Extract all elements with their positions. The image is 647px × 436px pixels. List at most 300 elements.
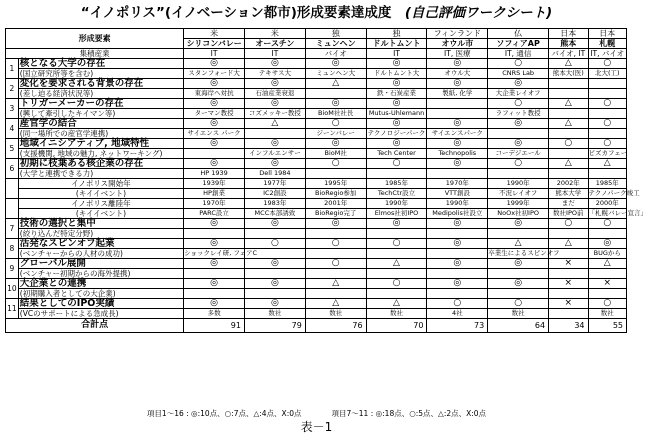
country-cell: 日本: [549, 29, 588, 39]
row-number: 1: [6, 59, 19, 79]
note-cell: [549, 269, 588, 279]
timeline-year: 2001年: [305, 199, 366, 209]
note-cell: オウル大: [427, 69, 488, 79]
note-cell: [427, 169, 488, 179]
rating-mark: ◎: [366, 59, 427, 69]
element-note-row: [6, 89, 627, 99]
industry-cell: IT, バイオ: [588, 49, 626, 59]
rating-mark: ◎: [427, 139, 488, 149]
timeline-year: 2002年: [549, 179, 588, 189]
header-country-row: [6, 29, 627, 39]
rating-mark: ○: [588, 99, 626, 109]
rating-mark: ◎: [427, 279, 488, 289]
timeline-year: 1990年: [366, 199, 427, 209]
timeline-year: 1990年: [427, 199, 488, 209]
industry-header: 集積産業: [6, 49, 184, 59]
note-cell: [427, 269, 488, 279]
timeline-sublabel: (キイイベント): [18, 209, 183, 219]
note-cell: テクノロジーパーク: [367, 129, 426, 137]
note-cell: BUGから: [588, 249, 626, 259]
rating-mark: ◎: [244, 159, 305, 169]
element-sublabel: (絞り込んだ特定分野): [18, 229, 183, 239]
rating-mark: ○: [588, 139, 626, 149]
note-cell: [184, 229, 245, 239]
rating-mark: ◎: [366, 139, 427, 149]
rating-mark: △: [549, 239, 588, 249]
note-cell: ビズカフェー: [588, 149, 628, 157]
timeline-event: 数社IPO前: [549, 209, 588, 219]
element-label: トリガーメーカーの存在: [18, 99, 183, 109]
timeline-event: BioRegio完了: [305, 209, 366, 219]
note-cell: [588, 109, 626, 119]
rating-mark: ◎: [184, 159, 245, 169]
timeline-year: 1995年: [305, 179, 366, 189]
note-cell: 多数: [184, 309, 245, 319]
note-cell: ドルトムント大: [366, 69, 427, 79]
rating-mark: ◎: [488, 219, 549, 229]
rating-mark: ◎: [427, 159, 488, 169]
rating-mark: ◎: [244, 259, 305, 269]
note-cell: ジーンバレー: [305, 129, 366, 139]
evaluation-table: [5, 28, 647, 333]
element-sublabel: (VCのサポートによる急成長): [18, 309, 183, 319]
note-cell: [588, 289, 626, 299]
rating-mark: ◎: [366, 219, 427, 229]
element-row: [6, 119, 627, 129]
rating-mark: ◎: [588, 239, 626, 249]
timeline-year: 1970年: [427, 179, 488, 189]
title-main: “イノポリス”(イノベーション都市)形成要素達成度: [80, 5, 392, 21]
rating-mark: ×: [549, 259, 588, 269]
element-row: [6, 59, 627, 69]
row-number: 8: [6, 239, 19, 259]
rating-mark: ◎: [184, 119, 245, 129]
rating-mark: ○: [244, 239, 305, 249]
city-cell: オウル市: [427, 39, 488, 49]
industry-cell: IT: [244, 49, 305, 59]
element-note-row: [6, 289, 627, 299]
city-cell: 熊本: [549, 39, 588, 49]
timeline-year: 1977年: [244, 179, 305, 189]
element-note-row: [6, 169, 627, 179]
note-cell: [366, 229, 427, 239]
timeline-year: 1985年: [366, 179, 427, 189]
rating-mark: ○: [588, 219, 626, 229]
note-cell: [366, 269, 427, 279]
country-cell: 米: [184, 29, 245, 39]
rating-mark: △: [244, 119, 305, 129]
note-cell: 数社: [488, 309, 549, 319]
note-cell: 数社: [588, 309, 626, 319]
timeline-year: 1999年: [488, 199, 549, 209]
note-cell: [184, 289, 245, 299]
note-cell: [549, 169, 588, 179]
note-cell: [588, 169, 626, 179]
total-value: 70: [366, 319, 427, 333]
note-cell: 石油産業衰退: [244, 89, 305, 99]
country-cell: フィンランド: [427, 29, 488, 39]
timeline-year: 1985年: [588, 179, 626, 189]
note-cell: [427, 109, 488, 119]
rating-mark: ◎: [184, 79, 245, 89]
element-note-row: [6, 309, 627, 319]
timeline-event-row: [6, 209, 627, 219]
row-number: 6: [6, 159, 19, 179]
timeline-event: MCC本部誘致: [244, 209, 305, 219]
rating-mark: ◎: [244, 139, 305, 149]
element-label: 初期に枝葉ある核企業の存在: [18, 159, 183, 169]
element-label: 産官学の結合: [18, 119, 183, 129]
rating-mark: [549, 79, 588, 89]
note-cell: [549, 309, 588, 319]
timeline-row: [6, 199, 627, 209]
rating-mark: △: [588, 159, 626, 169]
element-label: 地域イニシアティブ, 地域特性: [18, 139, 183, 149]
element-note-row: [6, 249, 627, 259]
timeline-year: 1983年: [244, 199, 305, 209]
country-cell: 仏: [488, 29, 549, 39]
timeline-event: PARC設立: [184, 209, 245, 219]
element-row: [6, 219, 627, 229]
note-cell: 北大(工): [588, 69, 626, 79]
element-sublabel: (ベンチャー初期からの海外提携): [18, 269, 183, 279]
rating-mark: [427, 99, 488, 109]
row-number: 9: [6, 259, 19, 279]
note-cell: Dell 1984: [244, 169, 305, 179]
note-cell: [305, 249, 366, 259]
rating-mark: ◎: [184, 299, 245, 309]
rating-mark: ◎: [427, 259, 488, 269]
rating-mark: ◎: [184, 219, 245, 229]
rating-mark: △: [549, 99, 588, 109]
rating-mark: ○: [305, 259, 366, 269]
element-row: [6, 279, 627, 289]
table-body: [6, 29, 647, 333]
rating-mark: ○: [366, 159, 427, 169]
industry-cell: バイオ, IT: [549, 49, 588, 59]
note-cell: BioM社社長: [305, 109, 366, 119]
city-cell: ミュンヘン: [305, 39, 366, 49]
note-cell: [366, 249, 427, 259]
note-cell: [244, 269, 305, 279]
note-cell: [244, 289, 305, 299]
note-cell: [305, 169, 366, 179]
timeline-year: まだ: [549, 199, 588, 209]
industry-cell: IT: [184, 49, 245, 59]
note-cell: ラフィット教授: [488, 109, 549, 119]
note-cell: サイエンスパーク: [427, 129, 488, 139]
note-cell: [549, 229, 588, 239]
rating-mark: ○: [366, 239, 427, 249]
note-cell: HP 1939: [184, 169, 245, 179]
city-cell: 札幌: [588, 39, 626, 49]
note-cell: [549, 109, 588, 119]
timeline-event: テクノパーク竣工: [588, 189, 640, 197]
row-number: 7: [6, 219, 19, 239]
element-row: [6, 159, 627, 169]
note-cell: [244, 129, 305, 139]
rating-mark: ○: [427, 299, 488, 309]
country-cell: 米: [244, 29, 305, 39]
timeline-sublabel: (キイイベント): [18, 189, 183, 199]
industry-cell: IT, 医療: [427, 49, 488, 59]
note-cell: 数社: [366, 309, 427, 319]
row-number: 5: [6, 139, 19, 159]
city-cell: シリコンバレー: [184, 39, 245, 49]
note-cell: [549, 129, 588, 139]
city-cell: ソフィアAP: [488, 39, 549, 49]
rating-mark: ◎: [366, 79, 427, 89]
total-value: 79: [244, 319, 305, 333]
rating-mark: ○: [488, 59, 549, 69]
element-row: [6, 299, 627, 309]
note-cell: [366, 169, 427, 179]
note-cell: Tech Center: [366, 149, 427, 159]
element-label: 大企業との連携: [18, 279, 183, 289]
note-cell: [427, 229, 488, 239]
timeline-event: 不況レイオフ: [488, 189, 549, 199]
element-sublabel: (支援機関, 地域の魅力, ネットワーキング): [18, 149, 183, 159]
element-sublabel: (大学と連携できる力): [18, 169, 183, 179]
rating-mark: ○: [488, 99, 549, 109]
note-cell: [305, 89, 366, 99]
note-cell: テキサス大: [244, 69, 305, 79]
note-cell: [588, 269, 626, 279]
note-cell: Mutus-Uhlemann: [366, 109, 427, 119]
city-cell: ドルトムント: [366, 39, 427, 49]
industry-cell: IT: [366, 49, 427, 59]
total-value: 34: [549, 319, 588, 333]
rating-mark: ◎: [244, 219, 305, 229]
rating-mark: ×: [549, 299, 588, 309]
note-cell: 数社: [305, 309, 366, 319]
rating-mark: ◎: [488, 279, 549, 289]
rating-mark: ◎: [305, 99, 366, 109]
timeline-year: 1939年: [184, 179, 245, 189]
note-cell: Technopolis: [427, 149, 488, 159]
element-sublabel: (興して牽引したキイマン等): [18, 109, 183, 119]
rating-mark: ◎: [244, 59, 305, 69]
note-cell: 4社: [427, 309, 488, 319]
country-cell: 日本: [588, 29, 626, 39]
note-cell: [549, 89, 588, 99]
rating-mark: △: [588, 259, 626, 269]
note-cell: 鉄・石炭産業: [366, 89, 427, 99]
country-cell: 独: [305, 29, 366, 39]
element-label: 核となる大学の存在: [18, 59, 183, 69]
table-caption: 表－1: [300, 420, 333, 434]
rating-mark: △: [305, 79, 366, 89]
scoring-legend: 項目1〜16 : ◎:10点、○:7点、△:4点、X:0点 項目7〜11 : ◎:18点、○:5点、△:2点、X:0点: [146, 409, 487, 418]
timeline-year: 2000年: [588, 199, 626, 209]
rating-mark: ◎: [305, 219, 366, 229]
element-sublabel: (国立研究所等を含む): [18, 69, 183, 79]
rating-mark: △: [366, 259, 427, 269]
timeline-event: IC2創設: [244, 189, 305, 199]
rating-mark: ×: [549, 279, 588, 289]
timeline-year: 1990年: [488, 179, 549, 189]
rating-mark: ○: [588, 299, 626, 309]
timeline-event: Elmos社初IPO: [366, 209, 427, 219]
rating-mark: ◎: [244, 99, 305, 109]
element-row: [6, 99, 627, 109]
row-number: 4: [6, 119, 19, 139]
page-title: [0, 1, 633, 21]
note-cell: [488, 269, 549, 279]
total-value: 55: [588, 319, 626, 333]
rating-mark: ○: [305, 239, 366, 249]
rating-mark: ◎: [184, 99, 245, 109]
rating-mark: ○: [549, 219, 588, 229]
note-cell: [184, 269, 245, 279]
note-cell: スタンフォード大: [184, 69, 245, 79]
note-cell: 熊本大(医): [549, 69, 588, 79]
timeline-row: [6, 179, 627, 189]
timeline-event: Medipolis社設立: [427, 209, 488, 219]
timeline-label: イノポリス離陸年: [18, 199, 183, 209]
note-cell: [427, 289, 488, 299]
element-note-row: [6, 69, 627, 79]
timeline-event: TechCtr設立: [366, 189, 427, 199]
note-cell: [488, 129, 549, 139]
rating-mark: ◎: [244, 279, 305, 289]
total-row: [6, 319, 627, 333]
city-cell: オースチン: [244, 39, 305, 49]
rating-mark: ◎: [427, 59, 488, 69]
rating-mark: △: [549, 119, 588, 129]
header-industry-row: [6, 49, 627, 59]
timeline-event: BioRegio参加: [305, 189, 366, 199]
rating-mark: △: [366, 299, 427, 309]
rating-mark: ◎: [366, 99, 427, 109]
rating-mark: ◎: [488, 139, 549, 149]
note-cell: [488, 289, 549, 299]
note-cell: [305, 269, 366, 279]
element-note-row: [6, 229, 627, 239]
note-cell: [488, 169, 549, 179]
timeline-num: [6, 199, 19, 219]
timeline-event: NoOx社初IPO: [488, 209, 549, 219]
note-cell: コズメッキー教授: [244, 109, 305, 119]
note-cell: ショックレイ研, フェアC: [184, 249, 258, 257]
note-cell: [184, 149, 245, 159]
element-label: 結果としてのIPO実績: [18, 299, 183, 309]
note-cell: コーデジエール: [488, 149, 549, 159]
element-label: グローバル展開: [18, 259, 183, 269]
rating-mark: △: [549, 159, 588, 169]
element-row: [6, 139, 627, 149]
timeline-event: HP創業: [184, 189, 245, 199]
note-cell: 東海岸へ対抗: [184, 89, 245, 99]
note-cell: 製紙, 化学: [427, 89, 488, 99]
industry-cell: IT, 通信: [488, 49, 549, 59]
note-cell: [549, 289, 588, 299]
rating-mark: ○: [366, 279, 427, 289]
rating-mark: ◎: [366, 119, 427, 129]
rating-mark: ◎: [427, 79, 488, 89]
note-cell: 大企業レイオフ: [488, 89, 549, 99]
element-sublabel: (差し迫る経済状況等): [18, 89, 183, 99]
note-cell: [305, 229, 366, 239]
rating-mark: △: [488, 239, 549, 249]
rating-mark: ◎: [488, 259, 549, 269]
rating-mark: ○: [549, 139, 588, 149]
rating-mark: ○: [305, 119, 366, 129]
rating-mark: [588, 79, 626, 89]
rating-mark: ○: [588, 59, 626, 69]
title-sub: (自己評価ワークシート): [404, 5, 553, 21]
row-number: 11: [6, 299, 19, 319]
note-cell: [244, 229, 305, 239]
element-note-row: [6, 129, 627, 139]
rating-mark: ◎: [184, 239, 245, 249]
timeline-num: [6, 179, 19, 199]
rating-mark: ◎: [244, 79, 305, 89]
note-cell: [366, 289, 427, 299]
rating-mark: ◎: [488, 79, 549, 89]
rating-mark: ×: [588, 279, 626, 289]
row-number: 3: [6, 99, 19, 119]
element-sublabel: (同一場所での産官学連携): [18, 129, 183, 139]
note-cell: [588, 129, 626, 139]
total-value: 73: [427, 319, 488, 333]
industry-cell: バイオ: [305, 49, 366, 59]
element-row: [6, 239, 627, 249]
rating-mark: ◎: [427, 239, 488, 249]
rating-mark: △: [305, 299, 366, 309]
rating-mark: ○: [588, 119, 626, 129]
element-label: 技術の選択と集中: [18, 219, 183, 229]
row-number: 10: [6, 279, 19, 299]
timeline-event-row: [6, 189, 627, 199]
note-cell: [549, 149, 588, 159]
rating-mark: ◎: [184, 59, 245, 69]
element-note-row: [6, 269, 627, 279]
element-row: [6, 79, 627, 89]
element-row: [6, 259, 627, 269]
total-value: 91: [184, 319, 245, 333]
note-cell: サイエンス パーク: [184, 129, 245, 139]
note-cell: [427, 249, 488, 259]
timeline-event: VTT創設: [427, 189, 488, 199]
country-cell: 独: [366, 29, 427, 39]
timeline-label: イノポリス開始年: [18, 179, 183, 189]
note-cell: BioM社: [305, 149, 366, 159]
element-note-row: [6, 109, 627, 119]
timeline-event: 熊本大学: [549, 189, 588, 199]
note-cell: CNRS Lab: [488, 69, 549, 79]
rating-mark: ◎: [184, 139, 245, 149]
element-sublabel: (ベンチャーからの人材の成功): [18, 249, 183, 259]
rating-mark: △: [549, 59, 588, 69]
total-value: 76: [305, 319, 366, 333]
rating-mark: ○: [305, 159, 366, 169]
rating-mark: ◎: [184, 259, 245, 269]
element-label: 活発なスピンオフ起業: [18, 239, 183, 249]
element-label: 変化を要求される背景の存在: [18, 79, 183, 89]
rating-mark: ◎: [427, 219, 488, 229]
rating-mark: ◎: [488, 119, 549, 129]
note-cell: [488, 229, 549, 239]
note-cell: [305, 289, 366, 299]
total-label: 合計点: [6, 319, 184, 333]
rating-mark: ◎: [244, 299, 305, 309]
rating-mark: ◎: [184, 279, 245, 289]
timeline-year: 1970年: [184, 199, 245, 209]
total-value: 64: [488, 319, 549, 333]
note-cell: ミュンヘン大: [305, 69, 366, 79]
rating-mark: ◎: [305, 59, 366, 69]
